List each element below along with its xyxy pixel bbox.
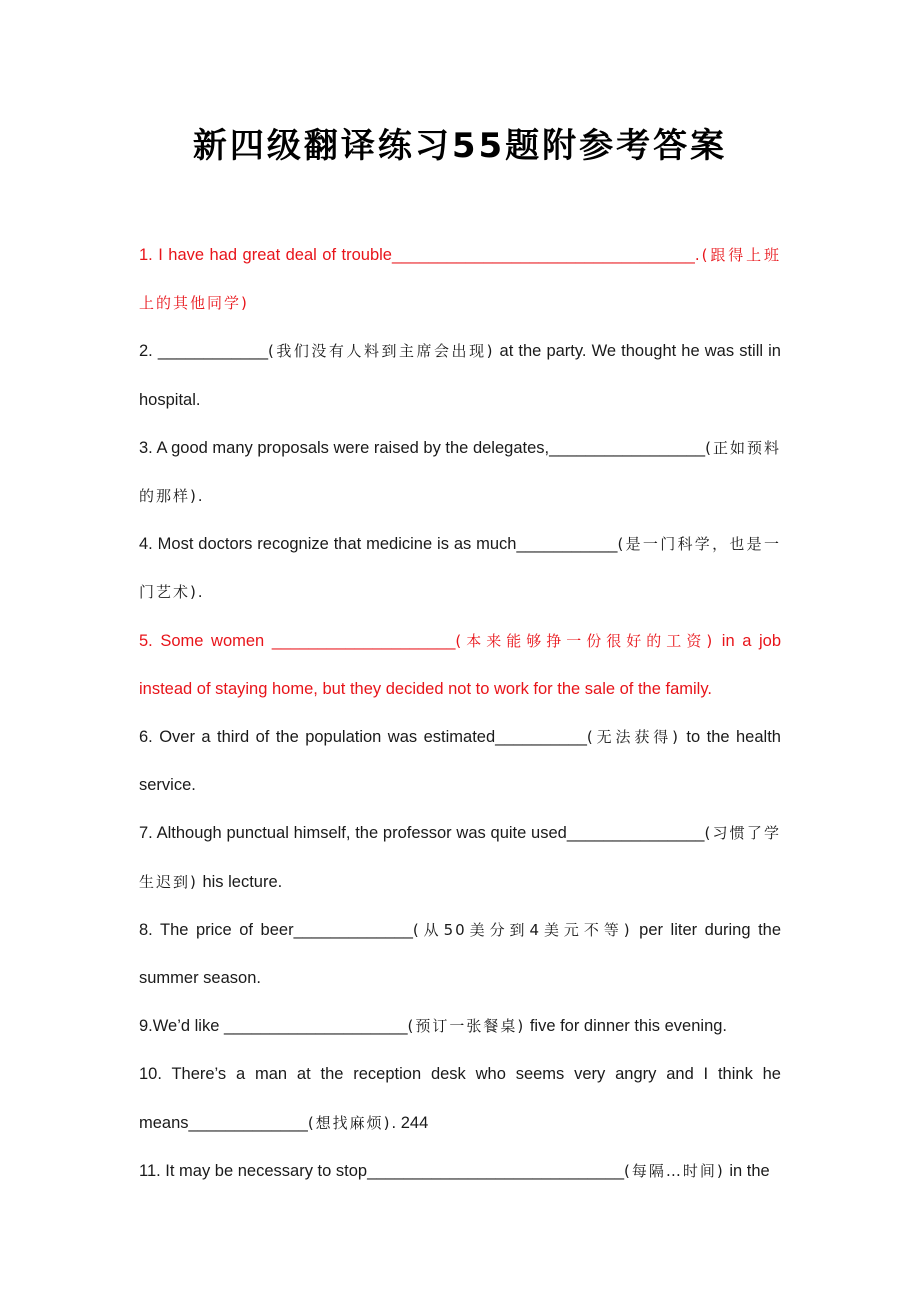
question-item [139,520,781,616]
question-text-tail: at the party. We thought he was still in hospital. [139,342,781,409]
answer-blank: ___________ [516,535,618,554]
question-text: 7. Although punctual himself, the professor was quite used [139,824,567,843]
question-item [139,1002,781,1050]
question-item [139,906,781,1002]
answer-blank: ____________________ [271,631,456,650]
answer-blank: _________________ [549,438,706,457]
question-text: 9.We’d like [139,1017,224,1036]
answer-blank: _______________ [566,824,705,843]
chinese-hint: (习惯了学生迟到) [139,824,781,891]
document-title: 新四级翻译练习55题附参考答案 [192,126,728,166]
question-text: 10. There’s a man at the reception desk who seems very angry and I think he means [139,1065,781,1132]
question-text-tail: in a job instead of staying home, but they decided not to work for the sale of the family. [139,631,781,698]
chinese-hint: (我们没有人料到主席会出现) [268,342,495,361]
answer-blank: ____________________________ [367,1161,625,1180]
question-text-tail: five for dinner this evening. [525,1017,728,1036]
question-text-tail: his lecture. [197,872,283,891]
question-item [139,1050,781,1146]
question-item [139,424,781,520]
question-text: 11. It may be necessary to stop [139,1161,368,1180]
question-text-tail: . 244 [391,1113,429,1132]
question-text: 1. I have had great deal of trouble [139,246,392,264]
chinese-hint: (从50美分到4美元不等) [412,920,632,939]
question-item [139,617,781,713]
question-text-tail: in the [724,1161,770,1180]
chinese-hint: (想找麻烦) [307,1113,392,1132]
answer-blank: __________ [495,728,587,747]
question-text-tail: . [197,583,203,602]
chinese-hint: (本来能够挣一份很好的工资) [455,631,715,650]
question-item [139,713,781,809]
answer-blank: ____________________ [223,1017,408,1036]
chinese-hint: (预订一张餐桌) [407,1017,526,1036]
answer-blank: ____________ [157,342,268,361]
chinese-hint: (无法获得) [586,728,680,747]
question-list [139,231,781,1195]
question-item [139,1147,781,1195]
chinese-hint: .(跟得上班上的其他同学) [139,246,781,313]
question-text-tail: to the health service. [139,728,781,795]
question-text: 6. Over a third of the population was estimated [139,728,496,747]
question-text: 2. [139,342,158,361]
question-item [139,231,781,327]
question-item [139,327,781,423]
question-text-tail: per liter during the summer season. [139,920,782,988]
question-text: 8. The price of beer [139,920,294,939]
answer-blank: _____________ [293,920,413,939]
chinese-hint: (是一门科学，也是一门艺术) [139,535,781,602]
chinese-hint: (正如预料的那样) [139,438,781,506]
question-text-tail: . [197,487,203,506]
answer-blank: _________________________________ [391,246,695,264]
question-text: 4. Most doctors recognize that medicine is as much [139,535,517,554]
question-text: 5. Some women [139,631,272,650]
chinese-hint: (每隔…时间) [624,1161,725,1180]
question-text: 3. A good many proposals were raised by the delegates, [139,438,550,457]
answer-blank: _____________ [188,1113,308,1132]
question-item [139,809,781,905]
